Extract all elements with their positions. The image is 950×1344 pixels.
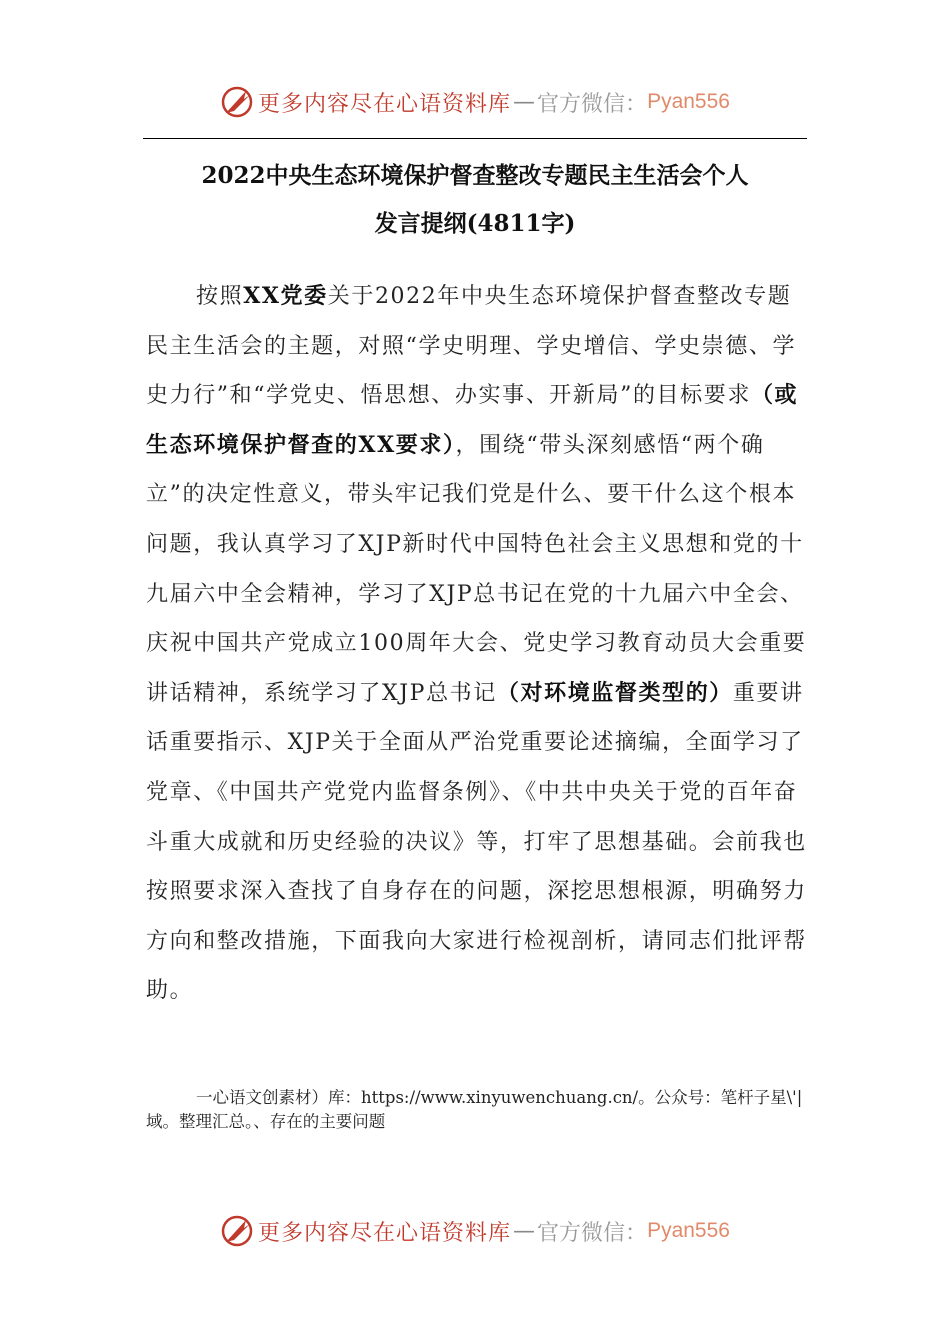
title-line-2: 发言提纲(4811字) xyxy=(374,210,576,237)
banner-wechat-id: Pyan556 xyxy=(647,1219,730,1242)
body-text-2: 关于2022年中央生态环境保护督查整改专题民主生活会的主题，对照“学史明理、学史增信、学史崇德、学史力行”和“学党史、悟思想、办实事、开新局”的目标要求 xyxy=(146,284,797,409)
title-line-1: 2022中央生态环境保护督查整改专题民主生活会个人 xyxy=(201,162,749,189)
banner-official-label: 官方微信： xyxy=(537,91,648,117)
footer-banner xyxy=(0,1211,950,1251)
body-text-1: 按照 xyxy=(196,284,244,309)
header-banner xyxy=(0,82,950,122)
quill-logo-icon xyxy=(220,1214,254,1248)
body-text-3: ，围绕“带头深刻感悟“两个确立”的决定性意义，带头牢记我们党是什么、要干什么这个根本问题，我认真学习了XJP新时代中国特色社会主义思想和党的十九届六中全会精神，学习了XJP总书记在党的十九届六中全会、庆祝中国共产党成立100周年大会、党史学习教育动员大会重要讲话精神，系统学习了XJP总书记 xyxy=(146,432,807,706)
body-bold-3: （对环境监督类型的） xyxy=(496,679,733,706)
banner-official-label: 官方微信： xyxy=(537,1220,648,1246)
banner-text: 更多内容尽在心语资料库 xyxy=(258,1220,512,1246)
body-bold-2: （或生态环境保护督查的XX要求） xyxy=(146,382,799,458)
banner-separator: — xyxy=(513,89,536,115)
document-title xyxy=(143,152,807,248)
quill-logo-icon xyxy=(220,85,254,119)
source-note: 一心语文创素材）库：https://www.xinyuwenchuang.cn/。公众号：笔杆子星\'|域。整理汇总。、存在的主要问题 xyxy=(146,1088,803,1131)
banner-text: 更多内容尽在心语资料库 xyxy=(258,91,512,117)
banner-separator: — xyxy=(513,1218,536,1244)
body-paragraph xyxy=(146,272,810,1016)
body-bold-1: XX党委 xyxy=(243,283,328,309)
header-divider xyxy=(143,138,807,139)
body-text-4: 重要讲话重要指示、XJP关于全面从严治党重要论述摘编，全面学习了党章、《中国共产党党内监督条例》、《中共中央关于党的百年奋斗重大成就和历史经验的决议》等，打牢了思想基础。会前我也按照要求深入查找了自身存在的问题，深挖思想根源，明确努力方向和整改措施，下面我向大家进行检视剖析，请同志们批评帮助。 xyxy=(146,680,807,1004)
banner-wechat-id: Pyan556 xyxy=(647,90,730,113)
